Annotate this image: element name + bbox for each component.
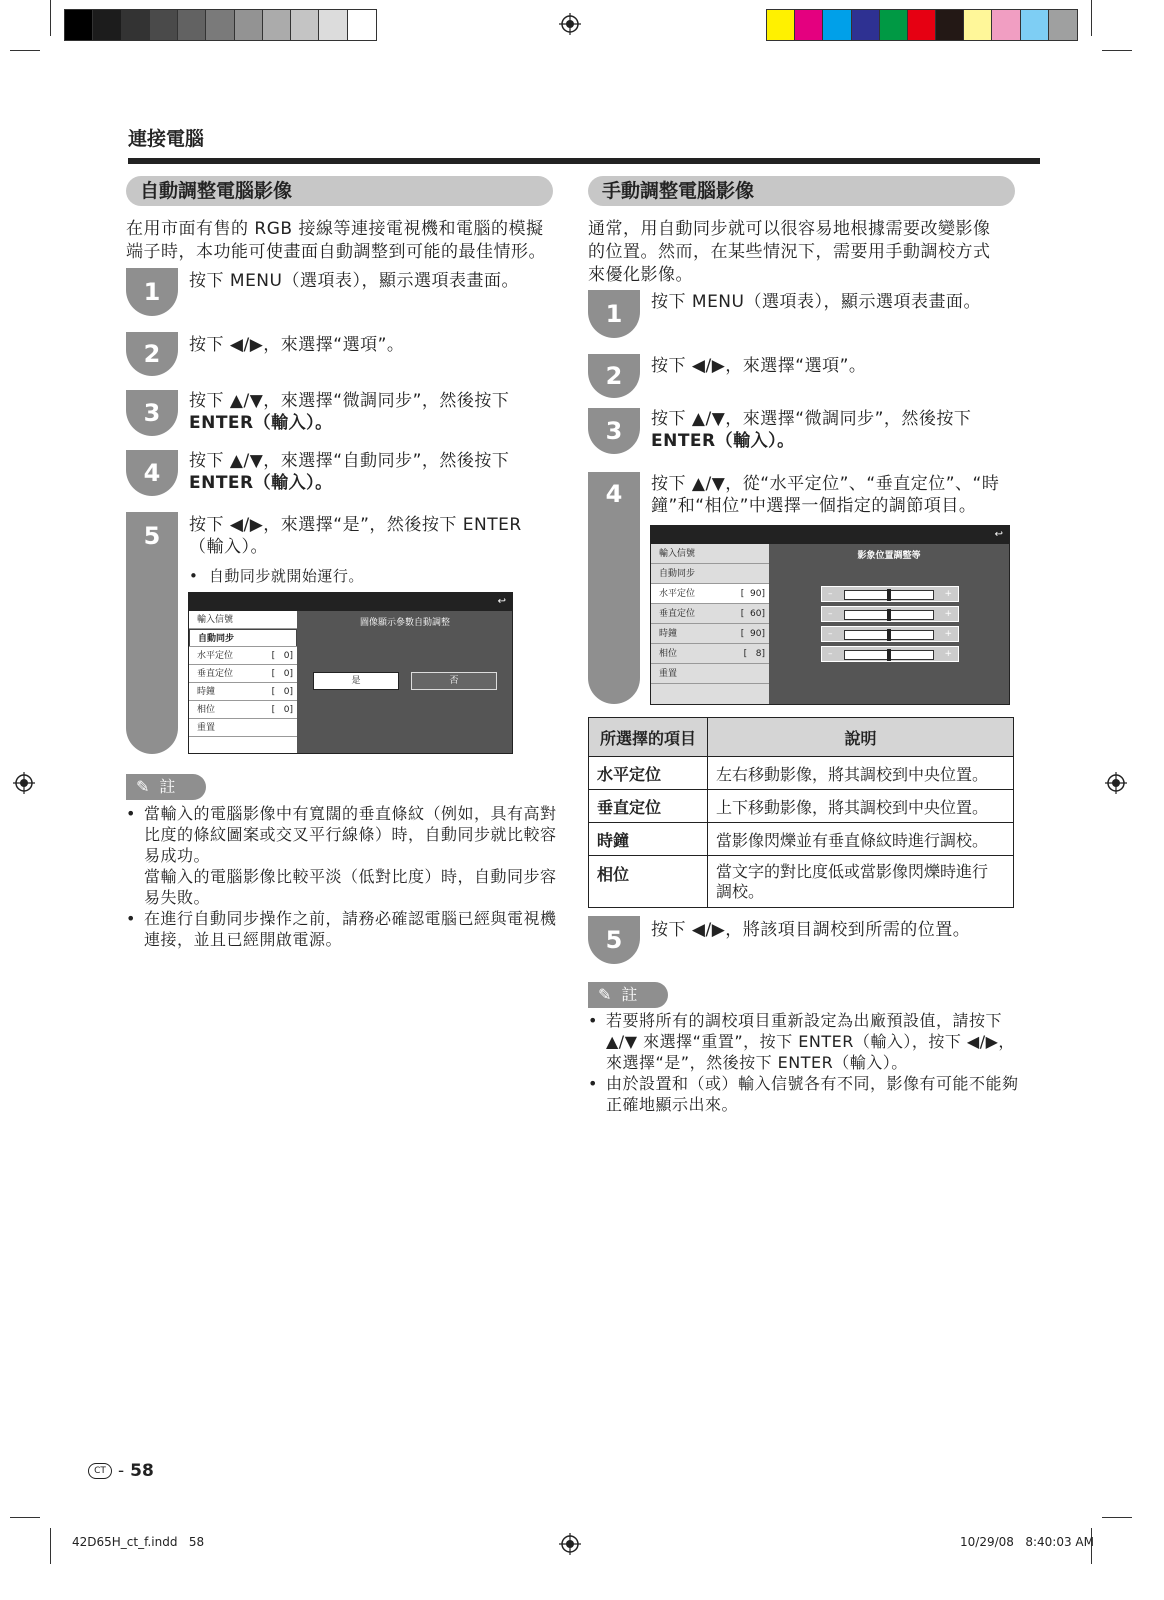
desc-line: 當文字的對比度低或當影像閃爍時進行 (716, 861, 989, 881)
slider-knob[interactable] (887, 649, 891, 661)
color-swatch (823, 10, 851, 40)
slider-track (844, 590, 934, 600)
color-swatch (122, 10, 150, 40)
table-cell-item: 水平定位 (589, 757, 708, 790)
step-line: 按下 ▲/▼，來選擇“微調同步”，然後按下 (651, 409, 972, 429)
menu-item-label: 水平定位 (197, 651, 234, 661)
page-sep: - (118, 1461, 125, 1481)
step-line: 鐘”和“相位”中選擇一個指定的調節項目。 (651, 496, 977, 516)
color-swatch (936, 10, 964, 40)
table-row (589, 823, 1014, 856)
step-line: 按下 ◀/▶，來選擇“選項”。 (189, 335, 405, 355)
right-heading: 手動調整電腦影像 (588, 176, 1015, 206)
crop-mark (10, 1517, 40, 1518)
menu-item-value: [ 8] (743, 649, 765, 659)
menu-item-label: 輸入信號 (197, 615, 234, 625)
note-item (126, 908, 566, 950)
registration-mark-top (559, 13, 581, 35)
step-number: 1 (605, 300, 623, 328)
right-step-3-text (651, 408, 1021, 452)
screen-menu (189, 611, 297, 753)
registration-mark-right (1105, 772, 1127, 794)
step-line: 按下 ▲/▼，來選擇“自動同步”，然後按下 (189, 451, 510, 471)
region-badge: CT (88, 1463, 112, 1479)
menu-item-label: 重置 (659, 669, 678, 679)
screen-corner-icon: ↩ (497, 596, 506, 607)
crop-mark (1091, 0, 1092, 36)
step-number: 4 (143, 459, 161, 487)
step-line: 按下 ▲/▼，來選擇“微調同步”，然後按下 (189, 391, 510, 411)
step-line: 按下 ▲/▼，從“水平定位”、“垂直定位”、“時 (651, 474, 1000, 494)
note-line: 由於設置和（或）輸入信號各有不同，影像有可能不能夠 (606, 1074, 1019, 1093)
left-step-3-badge (126, 390, 178, 436)
adjust-slider[interactable] (821, 586, 959, 602)
right-step-3-badge (588, 408, 640, 454)
slider-track (844, 650, 934, 660)
crop-mark (1102, 1517, 1132, 1518)
left-step-3-text (189, 390, 559, 434)
color-swatch (150, 10, 178, 40)
registration-mark-bottom (559, 1533, 581, 1555)
menu-divider (651, 683, 769, 684)
bullet-dot: • (126, 909, 136, 928)
menu-item[interactable] (651, 544, 769, 564)
menu-item[interactable] (189, 719, 297, 737)
page-number: 58 (130, 1461, 154, 1481)
right-step-4-text (651, 473, 1021, 517)
bullet-dot: • (588, 1074, 598, 1093)
screen-topbar (189, 593, 512, 611)
note-label: 註 (621, 985, 638, 1004)
menu-item-label: 相位 (659, 649, 678, 659)
menu-item[interactable] (651, 584, 769, 604)
step-line: 按下 ◀/▶，來選擇“選項”。 (651, 356, 867, 376)
step-line: 按下 MENU（選項表），顯示選項表畫面。 (651, 292, 981, 312)
slider-minus: – (828, 589, 833, 599)
step-number: 2 (605, 362, 623, 390)
slider-minus: – (828, 609, 833, 619)
right-step-2-badge (588, 354, 640, 398)
no-label: 否 (449, 676, 459, 686)
right-step-2-text (651, 355, 1021, 377)
right-note-tag (588, 982, 668, 1008)
slider-knob[interactable] (887, 609, 891, 621)
print-timestamp: 10/29/08 8:40:03 AM (960, 1535, 1094, 1549)
note-line: 易成功。 (144, 846, 211, 865)
table-header-row (589, 718, 1014, 757)
bullet-dot: • (126, 804, 136, 823)
menu-item-label: 時鐘 (659, 629, 678, 639)
right-step-1-badge (588, 290, 640, 338)
slider-knob[interactable] (887, 629, 891, 641)
note-text (144, 908, 566, 950)
step-number: 3 (605, 417, 623, 445)
menu-item-label: 相位 (197, 705, 216, 715)
table-cell-item: 垂直定位 (589, 790, 708, 823)
screen-title: 圖像顯示參數自動調整 (359, 618, 450, 628)
slider-plus: + (944, 609, 952, 619)
note-line: ▲/▼ 來選擇“重置”，按下 ENTER（輸入），按下 ◀/▶， (606, 1032, 1015, 1051)
step-number: 2 (143, 340, 161, 368)
file-slug: 42D65H_ct_f.indd 58 (72, 1535, 205, 1549)
menu-item-value: [ 60] (740, 609, 765, 619)
menu-item-label: 水平定位 (659, 589, 696, 599)
menu-item[interactable] (651, 564, 769, 584)
menu-item-value: [ 90] (740, 589, 765, 599)
color-swatch (908, 10, 936, 40)
table-header-desc: 說明 (708, 718, 1014, 757)
table-cell-desc: 當影像閃爍並有垂直條紋時進行調校。 (708, 823, 1014, 856)
color-swatch (1049, 10, 1077, 40)
color-swatch (992, 10, 1020, 40)
step-number: 1 (143, 278, 161, 306)
menu-item-label: 重置 (197, 723, 216, 733)
note-line: 正確地顯示出來。 (606, 1095, 739, 1114)
left-step-5-badge (126, 512, 178, 754)
left-step-2-badge (126, 332, 178, 376)
color-swatch (291, 10, 319, 40)
menu-item[interactable] (189, 665, 297, 683)
menu-item-label: 輸入信號 (659, 549, 696, 559)
step-line: （輸入）。 (189, 537, 268, 557)
menu-item-value: [ 0] (271, 669, 293, 679)
note-line: 比度的條紋圖案或交叉平行線條）時，自動同步就比較容 (144, 825, 557, 844)
color-swatch (65, 10, 93, 40)
menu-item-label: 自動同步 (198, 634, 235, 644)
crop-mark (50, 1528, 51, 1564)
color-swatch (93, 10, 121, 40)
slider-group (821, 586, 961, 666)
screen-title: 影象位置調整等 (857, 551, 921, 561)
table-cell-item: 相位 (589, 856, 708, 908)
table-row (589, 790, 1014, 823)
menu-item[interactable] (651, 664, 769, 684)
auto-sync-screen (188, 592, 513, 754)
slider-track (844, 630, 934, 640)
table-cell-desc (708, 856, 1014, 908)
table-cell-item: 時鐘 (589, 823, 708, 856)
right-step-4-badge (588, 472, 640, 704)
note-line: 連接，並且已經開啟電源。 (144, 930, 343, 949)
menu-item-value: [ 90] (740, 629, 765, 639)
step-number: 5 (143, 522, 161, 550)
registration-mark-left (13, 772, 35, 794)
page-number-area (88, 1461, 154, 1481)
paperclip-icon: ✎ (136, 777, 150, 796)
no-button[interactable] (411, 672, 497, 690)
yes-label: 是 (351, 676, 361, 686)
color-swatch (767, 10, 795, 40)
crop-mark (1102, 50, 1132, 51)
table-row (589, 757, 1014, 790)
slider-track (844, 610, 934, 620)
step-line: ENTER（輸入）。 (189, 473, 333, 493)
step-line: 按下 ◀/▶，將該項目調校到所需的位置。 (651, 920, 971, 940)
table-header-item: 所選擇的項目 (589, 718, 708, 757)
menu-item[interactable] (651, 624, 769, 644)
note-item (588, 1010, 1028, 1073)
slider-minus: – (828, 629, 833, 639)
color-swatch (263, 10, 291, 40)
color-swatch (795, 10, 823, 40)
step-line: 按下 MENU（選項表），顯示選項表畫面。 (189, 271, 519, 291)
note-label: 註 (159, 777, 176, 796)
menu-item[interactable] (189, 647, 297, 665)
right-intro-line: 通常，用自動同步就可以很容易地根據需要改變影像 (588, 219, 991, 239)
step-number: 5 (605, 926, 623, 954)
menu-item[interactable] (189, 629, 297, 647)
left-heading: 自動調整電腦影像 (126, 176, 553, 206)
note-line: 當輸入的電腦影像中有寬闊的垂直條紋（例如，具有高對 (144, 804, 557, 823)
header-rule (128, 158, 1040, 164)
step-number: 3 (143, 399, 161, 427)
left-step-2-text (189, 334, 559, 356)
left-step-1-badge (126, 268, 178, 316)
color-swatch (206, 10, 234, 40)
right-step-1-text (651, 291, 1021, 313)
menu-item-label: 垂直定位 (197, 669, 234, 679)
left-note-tag (126, 774, 206, 800)
table-cell-desc: 上下移動影像，將其調校到中央位置。 (708, 790, 1014, 823)
left-intro-line: 端子時，本功能可使畫面自動調整到可能的最佳情形。 (126, 242, 546, 262)
bullet-dot: • (189, 567, 199, 585)
step-number: 4 (605, 480, 623, 508)
table-cell-desc: 左右移動影像，將其調校到中央位置。 (708, 757, 1014, 790)
screen-topbar (651, 526, 1009, 544)
left-step-5-text (189, 514, 559, 558)
color-bar (766, 9, 1078, 41)
menu-item-label: 垂直定位 (659, 609, 696, 619)
color-swatch (852, 10, 880, 40)
color-swatch (348, 10, 376, 40)
menu-item-value: [ 0] (271, 687, 293, 697)
menu-item-value: [ 0] (271, 651, 293, 661)
right-intro-line: 來優化影像。 (588, 265, 693, 285)
note-item (588, 1073, 1028, 1115)
item-description-table (588, 717, 1014, 908)
note-line: 若要將所有的調校項目重新設定為出廠預設值，請按下 (606, 1011, 1003, 1030)
left-step-4-text (189, 450, 559, 494)
color-swatch (178, 10, 206, 40)
menu-item-label: 自動同步 (659, 569, 696, 579)
menu-item[interactable] (651, 604, 769, 624)
color-swatch (235, 10, 263, 40)
note-item (126, 803, 566, 908)
left-intro-line: 在用市面有售的 RGB 接線等連接電視機和電腦的模擬 (126, 219, 544, 239)
adjust-slider[interactable] (821, 626, 959, 642)
left-intro (126, 218, 566, 264)
color-swatch (880, 10, 908, 40)
slider-plus: + (944, 629, 952, 639)
note-line: 來選擇“是”，然後按下 ENTER（輸入）。 (606, 1053, 908, 1072)
slider-knob[interactable] (887, 589, 891, 601)
color-swatch (964, 10, 992, 40)
slider-plus: + (944, 649, 952, 659)
note-line: 在進行自動同步操作之前，請務必確認電腦已經與電視機 (144, 909, 557, 928)
note-line: 易失敗。 (144, 888, 211, 907)
left-step-5-bullet (189, 565, 549, 587)
color-swatch (1021, 10, 1049, 40)
right-step-5-text (651, 919, 1021, 941)
manual-adjust-screen (650, 525, 1010, 705)
menu-item-value: [ 0] (271, 705, 293, 715)
screen-menu (651, 544, 769, 704)
menu-divider (189, 736, 297, 737)
gray-color-bar (64, 9, 377, 41)
menu-item[interactable] (651, 644, 769, 664)
left-step-4-badge (126, 450, 178, 496)
color-swatch (319, 10, 347, 40)
crop-mark (50, 0, 51, 36)
paperclip-icon: ✎ (598, 985, 612, 1004)
step-line: 按下 ◀/▶，來選擇“是”，然後按下 ENTER (189, 515, 522, 535)
menu-item[interactable] (189, 611, 297, 629)
desc-line: 調校。 (716, 881, 765, 901)
bullet-text: 自動同步就開始運行。 (208, 567, 364, 585)
right-step-5-badge (588, 916, 640, 964)
menu-item[interactable] (189, 683, 297, 701)
step-line: ENTER（輸入）。 (189, 413, 333, 433)
right-intro (588, 218, 1028, 287)
screen-corner-icon: ↩ (994, 529, 1003, 540)
crop-mark (10, 50, 40, 51)
slider-minus: – (828, 649, 833, 659)
step-line: ENTER（輸入）。 (651, 431, 795, 451)
adjust-slider[interactable] (821, 646, 959, 662)
adjust-slider[interactable] (821, 606, 959, 622)
page-header: 連接電腦 (128, 128, 205, 150)
menu-item[interactable] (189, 701, 297, 719)
bullet-dot: • (588, 1011, 598, 1030)
menu-item-label: 時鐘 (197, 687, 216, 697)
note-text (606, 1010, 1028, 1073)
note-text (606, 1073, 1028, 1115)
right-intro-line: 的位置。然而，在某些情況下，需要用手動調校方式 (588, 242, 991, 262)
yes-button[interactable] (313, 672, 399, 690)
note-line: 當輸入的電腦影像比較平淡（低對比度）時，自動同步容 (144, 867, 557, 886)
note-text (144, 803, 566, 908)
table-row (589, 856, 1014, 908)
left-step-1-text (189, 270, 559, 292)
slider-plus: + (944, 589, 952, 599)
